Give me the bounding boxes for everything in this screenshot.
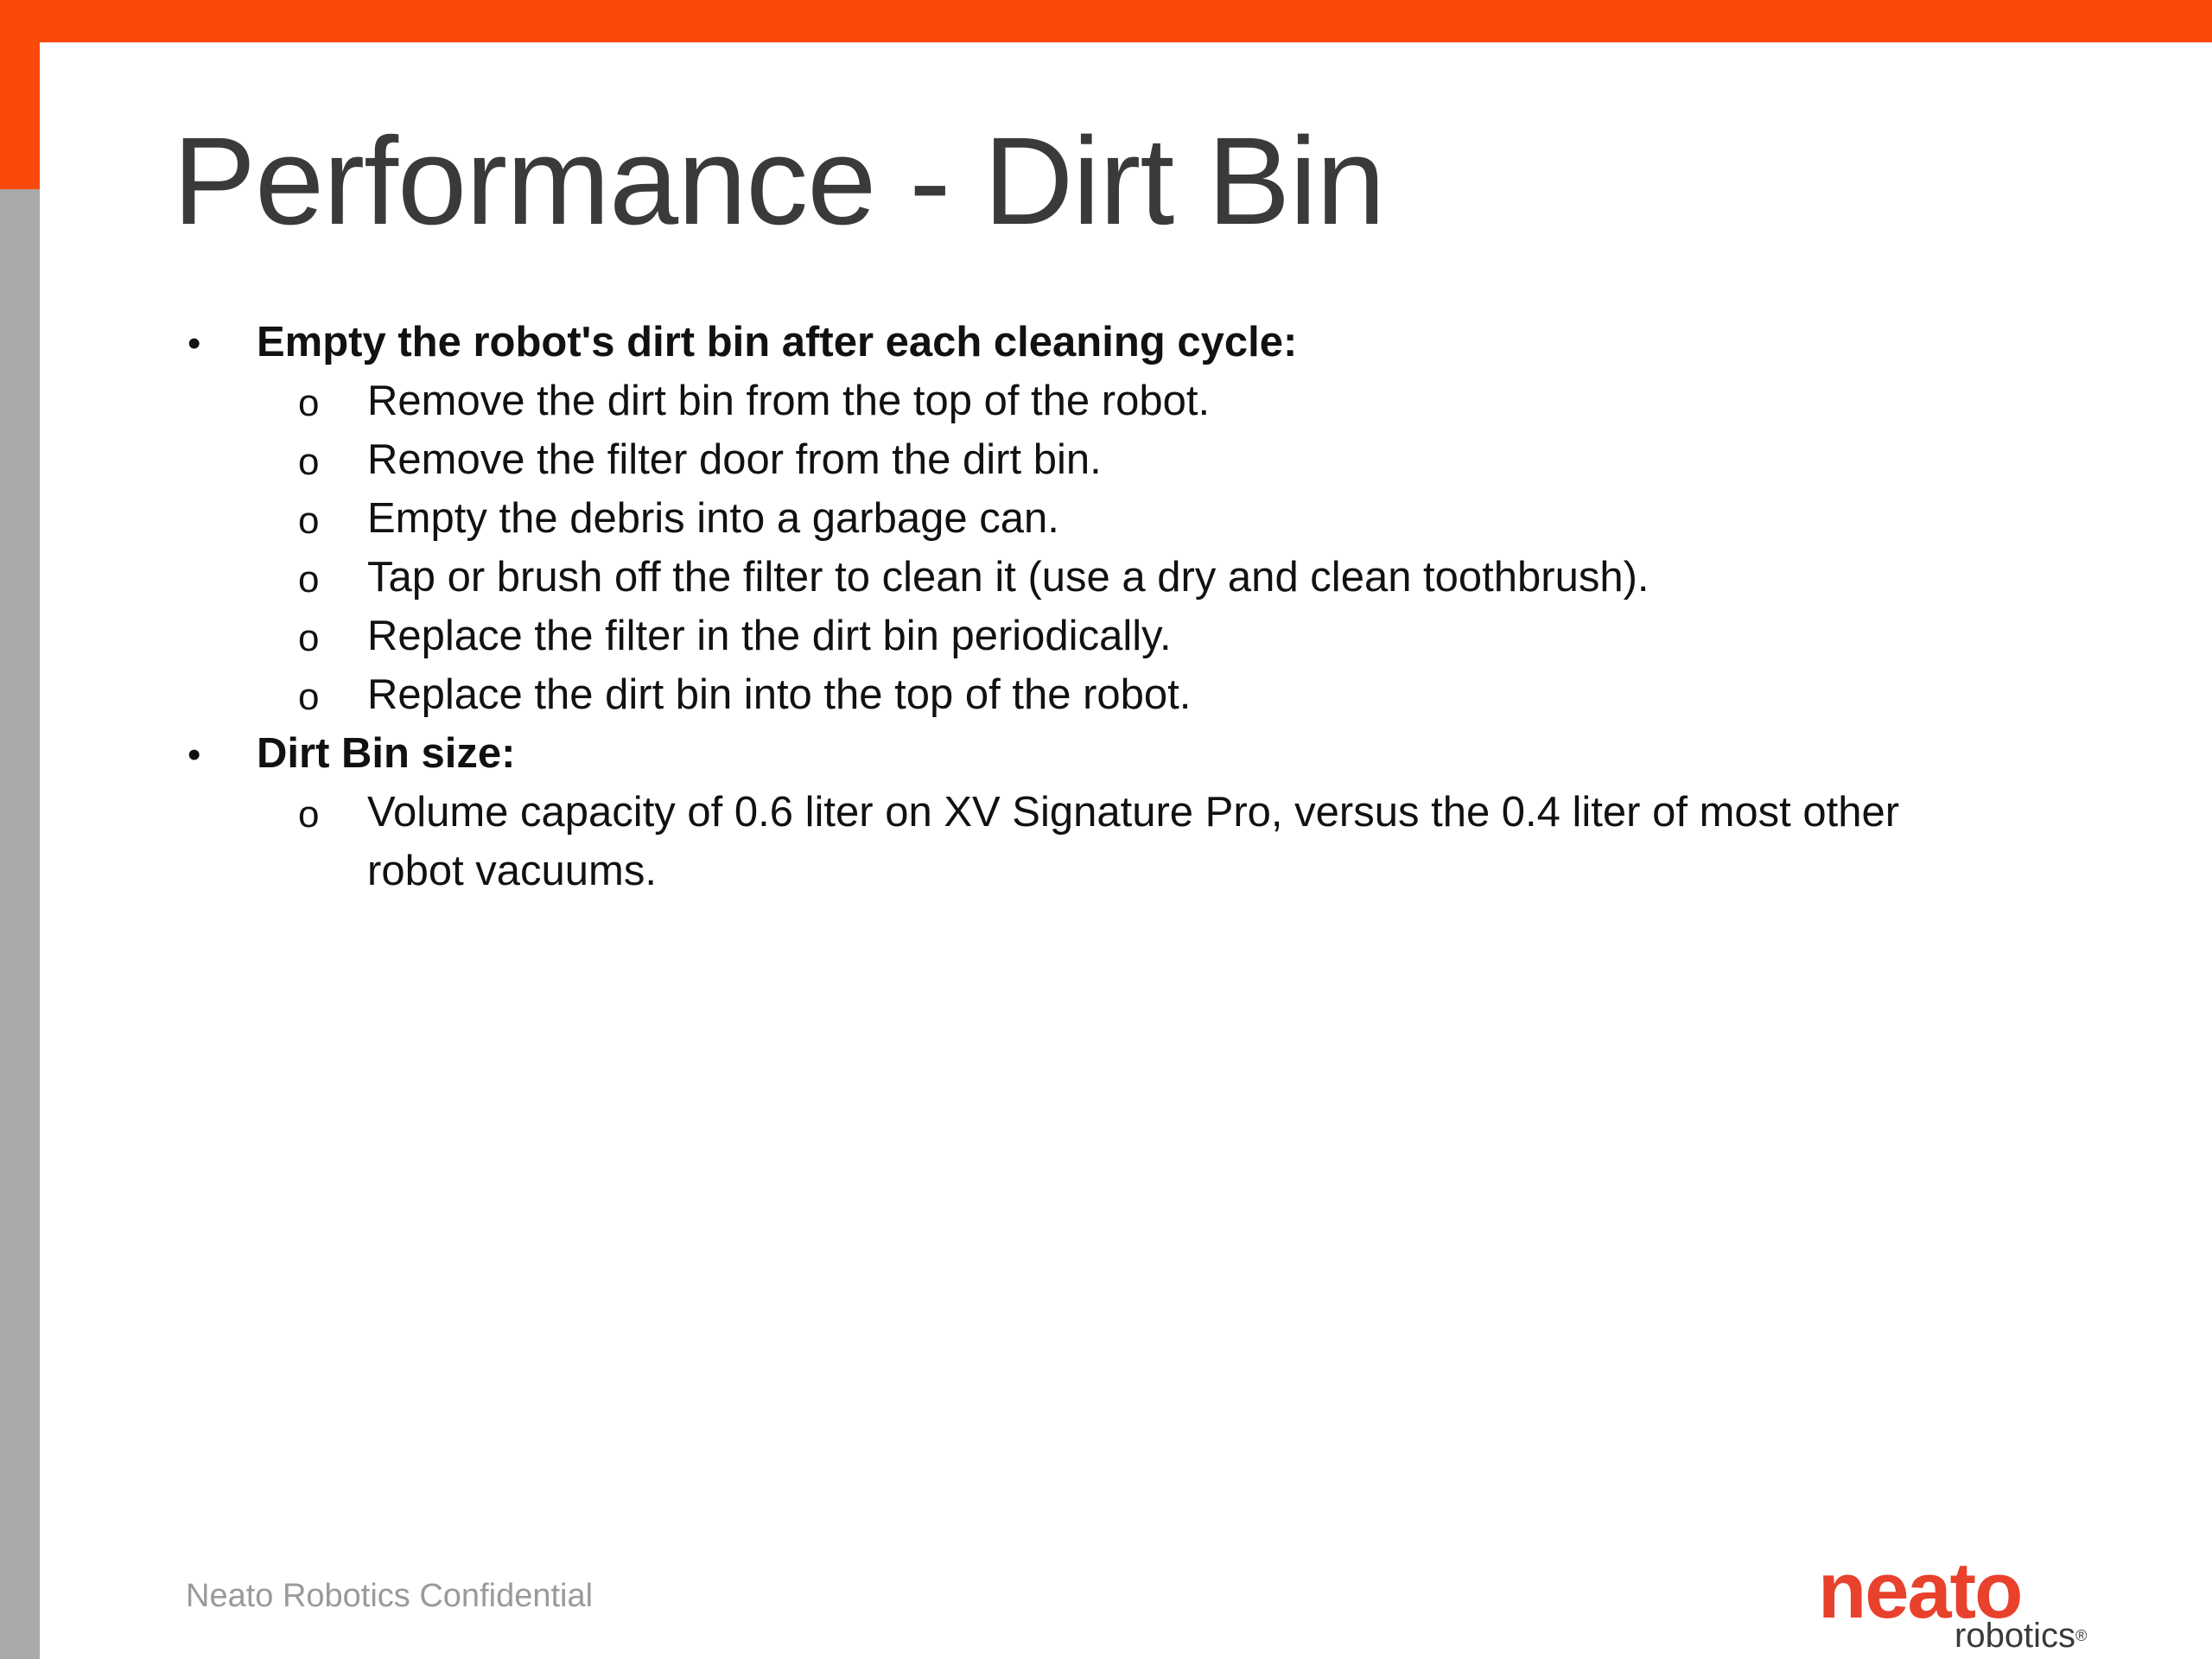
footer-confidential: Neato Robotics Confidential (186, 1578, 594, 1614)
left-accent-bar (0, 42, 40, 189)
sub-bullet-text: Remove the dirt bin from the top of the robot. (367, 378, 1211, 424)
logo-registered-mark: ® (2075, 1627, 2088, 1644)
sub-bullet-text: Replace the filter in the dirt bin periodically. (367, 613, 1172, 659)
logo-subword-text: robotics (1955, 1617, 2076, 1655)
bullet-marker: • (188, 734, 201, 776)
logo-subword (1955, 1618, 2087, 1653)
bullet-text: Dirt Bin size: (257, 730, 516, 777)
top-accent-bar (0, 0, 2212, 42)
sub-bullet-marker: o (298, 558, 320, 601)
sub-bullet-marker: o (298, 617, 320, 659)
sub-bullet-marker: o (298, 499, 320, 542)
sub-bullet-text: Tap or brush off the filter to clean it (use a dry and clean toothbrush). (367, 554, 1649, 601)
sub-bullet-text-continuation: robot vacuums. (367, 848, 657, 894)
slide-title: Performance - Dirt Bin (173, 111, 1385, 251)
neato-logo (1818, 1547, 2103, 1655)
sub-bullet-text: Replace the dirt bin into the top of the robot. (367, 671, 1192, 718)
bullet-text: Empty the robot's dirt bin after each cleaning cycle: (257, 319, 1298, 365)
sub-bullet-text: Volume capacity of 0.6 liter on XV Signature Pro, versus the 0.4 liter of most other (367, 789, 1900, 836)
sub-bullet-text: Empty the debris into a garbage can. (367, 495, 1059, 542)
logo-word: neato (1818, 1547, 2022, 1635)
sub-bullet-text: Remove the filter door from the dirt bin. (367, 436, 1102, 483)
sub-bullet-marker: o (298, 382, 320, 424)
sub-bullet-marker: o (298, 441, 320, 483)
bullet-marker: • (188, 322, 201, 365)
sub-bullet-marker: o (298, 793, 320, 836)
left-side-bar (0, 189, 40, 1659)
sub-bullet-marker: o (298, 676, 320, 718)
